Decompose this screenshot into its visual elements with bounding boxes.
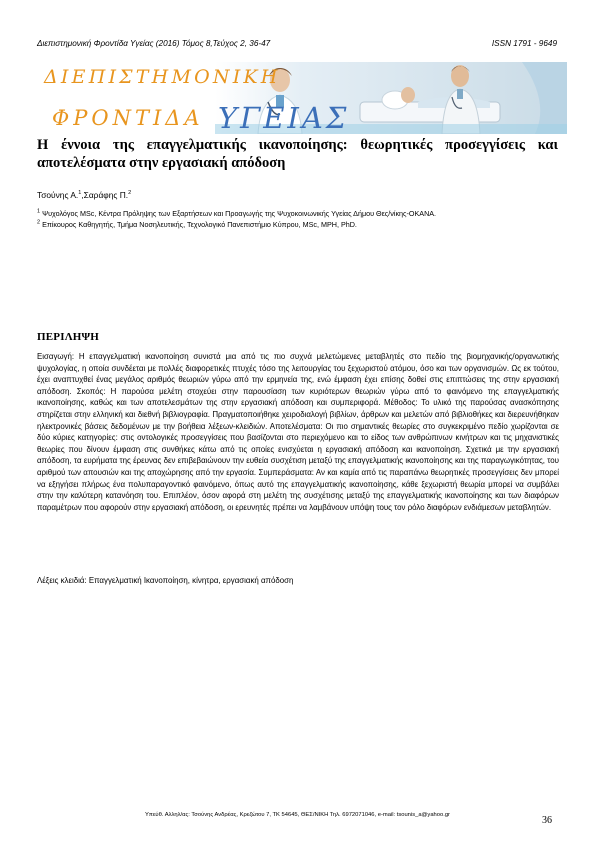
- keywords-line: Λέξεις κλειδιά: Επαγγελματική Ικανοποίηση, κίνητρα, εργασιακή απόδοση: [37, 576, 294, 585]
- author-name: Σαράφης Π.: [83, 190, 129, 200]
- affiliation-mark: 1: [37, 208, 41, 215]
- journal-banner: [30, 62, 567, 134]
- page-number: 36: [542, 815, 552, 826]
- affiliation-text: Ψυχολόγος MSc, Κέντρα Πρόληψης των Εξαρτήσεων και Προαγωγής της Ψυχοκοινωνικής Υγείας Δήμου Θες/νίκης-ΟΚΑΝΑ.: [42, 209, 437, 218]
- issn-header: ISSN 1791 - 9649: [491, 39, 557, 48]
- abstract-body: Εισαγωγή: Η επαγγελματική ικανοποίηση συνιστά μια από τις πιο συχνά μελετώμενες μεταβλητές στο πεδίο της βιομηχανικής/οργανωτικής ψυχολογίας, η οποία συνδέεται με πολλές διαφορετικές πτυχές τόσο της λειτουργίας του ξεχωριστού ατόμου, όσο και των οργανισμών. Ως εκ τούτου, έχει αναπτυχθεί ένας μεγάλος αριθμός θεωριών γύρω από την ερμηνεία της, ενώ έμφαση έχει επίσης δοθεί στις επιπτώσεις της στην εργασιακή απόδοση. Σκοπός: Η παρούσα μελέτη στοχεύει στην παρουσίαση των κυριότερων θεωριών γύρω από το φαινόμενο της επαγγελματικής ικανοποίησης, καθώς και των αποτελεσμάτων της στην εργασιακή απόδοση και συμπεριφορά. Μέθοδος: Το υλικό της παρούσας ανασκόπησης στηρίζεται στην ελληνική και διεθνή βιβλιογραφία. Πραγματοποιήθηκε χειροδιαλογή βιβλίων, άρθρων και μελετών από βιβλιοθήκες και διερευνήθηκαν ηλεκτρονικές βάσεις δεδομένων με την βοήθεια λέξεων-κλειδιών. Αποτελέσματα: Οι πιο σημαντικές θεωρίες στο συγκεκριμένο πεδίο χωρίζονται σε δύο κύριες κατηγορίες: στις οντολογικές προσεγγίσεις που βασίζονται στο περιεχόμενο και το είδος των ανθρώπινων κινήτρων και τις μηχανιστικές θεωρίες που δίνουν έμφαση στις συνθήκες κάτω από τις οποίες ενισχύεται η εργασιακή απόδοση και ικανοποίηση. Σχετικά με την εργασιακή απόδοση, τα ευρήματα της έρευνας δεν επιβεβαιώνουν την ευθεία συσχέτιση μεταξύ της επαγγελματικής ικανοποίησης και της παραγωγικότητας, του αριθμού των απουσιών και της αποχώρησης από την εργασία. Συμπεράσματα: Αν και καμία από τις παραπάνω θεωρητικές προσεγγίσεις δεν μπορεί να εξηγήσει πλήρως ένα πολυπαραγοντικό φαινόμενο, όπως αυτό της επαγγελματικής ικανοποίησης, κάθε ξεχωριστή θεωρία μπορεί να συμβάλει στην την καλύτερη κατανόηση του. Επιπλέον, όσον αφορά στη μελέτη της συσχέτισης μεταξύ της επαγγελματικής ικανοποίησης και των διαφόρων παραμέτρων που αφορούν στην εργασιακή απόδοση, οι ερευνητές πρέπει να λαμβάνουν υπόψη τους τον ρόλο διαφόρων ενδιάμεσων μεταβλητών.: [37, 352, 559, 512]
- affiliation-text: Επίκουρος Καθηγητής, Τμήμα Νοσηλευτικής, Τεχνολογικό Πανεπιστήμιο Κύπρου, MSc, MPH, PhD.: [42, 220, 357, 229]
- affiliation-mark: 2: [37, 219, 41, 226]
- author-name: Τσούνης Α.: [37, 190, 79, 200]
- banner-title-line2-a: ΦΡΟΝΤΙΔΑ: [52, 106, 204, 130]
- authors-line: [37, 190, 131, 200]
- author-affiliation-mark: 1: [78, 190, 82, 197]
- author-affiliation-mark: 2: [128, 190, 132, 197]
- affiliation-item: [37, 208, 562, 219]
- journal-citation-header: Διεπιστημονική Φροντίδα Υγείας (2016) Τόμος 8,Τεύχος 2, 36-47: [37, 39, 271, 48]
- banner-title-line1: ΔΙΕΠΙΣΤΗΜΟΝΙΚΗ: [44, 66, 281, 88]
- affiliations: [37, 208, 562, 230]
- banner-graphic: [30, 62, 567, 134]
- author-separator: ,: [81, 190, 84, 200]
- banner-title-line2-b: ΥΓΕΙΑΣ: [218, 101, 350, 134]
- article-title: Η έννοια της επαγγελματικής ικανοποίησης: θεωρητικές προσεγγίσεις και αποτελέσματα στην εργασιακή απόδοση: [37, 137, 558, 171]
- affiliation-item: [37, 219, 562, 230]
- abstract-heading: ΠΕΡΙΛΗΨΗ: [37, 331, 100, 343]
- correspondence-footer: Υπεύθ. Αλληλ/ας: Τσούνης Ανδρέας, Κρεζώτου 7, ΤΚ 54645, ΘΕΣ/ΝΙΚΗ Τηλ. 6972071046, e-mail: tsounis_a@yahoo.gr: [144, 812, 450, 818]
